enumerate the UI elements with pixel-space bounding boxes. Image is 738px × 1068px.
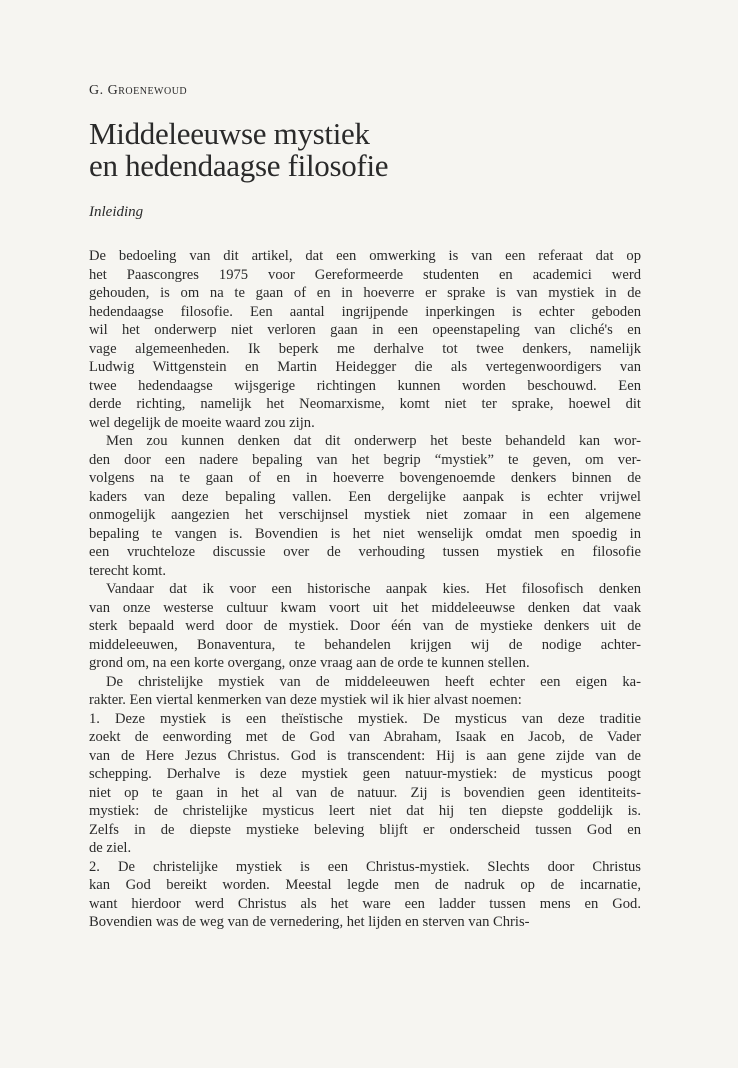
text-line: gehouden, is om na te gaan of en in hoeverre er sprake is van mystiek in de	[89, 285, 641, 301]
text-line: Men zou kunnen denken dat dit onderwerp het beste behandeld kan wor-	[106, 433, 641, 449]
text-line: twee hedendaagse wijsgerige richtingen kunnen worden beschouwd. Een	[89, 377, 641, 394]
text-line: mystiek: de christelijke mysticus leert niet dat hij ten diepste goddelijk is.	[89, 803, 641, 819]
text-line: zoekt de eenwording met de God van Abraham, Isaak en Jacob, de Vader	[89, 729, 641, 745]
text-line: vage algemeenheden. Ik beperk me derhalve tot twee denkers, namelijk	[89, 340, 641, 357]
text-line: kaders van deze bepaling vallen. Een dergelijke aanpak is echter vrijwel	[89, 488, 641, 505]
body-paragraph	[89, 673, 641, 710]
text-line: kan God bereikt worden. Meestal legde men de nadruk op de incarnatie,	[89, 877, 641, 893]
text-line: schepping. Derhalve is deze mystiek geen natuur-mystiek: de mysticus poogt	[89, 766, 641, 782]
text-line: Zelfs in de diepste mystieke beleving blijft er onderscheid tussen God en	[89, 821, 641, 838]
text-line: van onze westerse cultuur kwam voort uit het middeleeuwse denken dat vaak	[89, 599, 641, 616]
text-line: Ludwig Wittgenstein en Martin Heidegger die als vertegenwoordigers van	[89, 359, 641, 375]
article-title	[89, 118, 388, 182]
text-line: wil het onderwerp niet verloren gaan in een opeenstapeling van cliché's en	[89, 322, 641, 338]
text-line: een vruchteloze discussie over de verhouding tussen mystiek en filosofie	[89, 544, 641, 560]
text-line: van de Here Jezus Christus. God is transcendent: Hij is aan gene zijde van de	[89, 747, 641, 764]
title-line: Middeleeuwse mystiek	[89, 116, 370, 151]
text-line: want hierdoor werd Christus als het ware een ladder tussen mens en God.	[89, 895, 641, 912]
section-heading: Inleiding	[89, 204, 144, 220]
text-line: Vandaar dat ik voor een historische aanpak kies. Het filosofisch denken	[106, 581, 641, 597]
text-line: den door een nadere bepaling van het begrip “mystiek” te geven, om ver-	[89, 451, 641, 468]
text-line: De bedoeling van dit artikel, dat een omwerking is van een referaat dat op	[89, 248, 641, 264]
body-paragraph	[89, 580, 641, 673]
text-line: volgens na te gaan of en in hoeverre bovengenoemde denkers binnen de	[89, 470, 641, 486]
text-line: middeleeuwen, Bonaventura, te behandelen krijgen wij de nodige achter-	[89, 636, 641, 653]
article-body	[89, 247, 641, 932]
body-paragraph	[89, 247, 641, 432]
text-line: sterk bepaald werd door de mystiek. Door één van de mystieke denkers uit de	[89, 618, 641, 634]
text-line: grond om, na een korte overgang, onze vraag aan de orde te kunnen stellen.	[89, 655, 530, 671]
text-line: derde richting, namelijk het Neomarxisme, komt niet ter sprake, hoewel dit	[89, 396, 641, 412]
body-paragraph	[89, 710, 641, 858]
text-line: hedendaagse filosofie. Een aantal ingrijpende inperkingen is echter geboden	[89, 303, 641, 320]
text-line: wel degelijk de moeite waard zou zijn.	[89, 414, 315, 431]
text-line: niet op te gaan in het al van de natuur. Zij is bovendien geen identiteits-	[89, 784, 641, 801]
text-line: 2. De christelijke mystiek is een Christus-mystiek. Slechts door Christus	[89, 858, 641, 875]
body-paragraph	[89, 432, 641, 580]
text-line: terecht komt.	[89, 562, 166, 579]
text-line: De christelijke mystiek van de middeleeuwen heeft echter een eigen ka-	[106, 673, 641, 690]
text-line: het Paascongres 1975 voor Gereformeerde studenten en academici werd	[89, 266, 641, 283]
text-line: 1. Deze mystiek is een theïstische mystiek. De mysticus van deze traditie	[89, 710, 641, 727]
title-line: en hedendaagse filosofie	[89, 148, 389, 183]
author-name: G. Groenewoud	[89, 83, 188, 98]
text-line: de ziel.	[89, 840, 132, 856]
text-line: rakter. Een viertal kenmerken van deze mystiek wil ik hier alvast noemen:	[89, 692, 522, 708]
text-line: onmogelijk aangezien het verschijnsel mystiek niet zomaar in een algemene	[89, 507, 641, 523]
text-line: bepaling te vangen is. Bovendien is het niet wenselijk omdat men spoedig in	[89, 525, 641, 542]
body-paragraph	[89, 858, 641, 932]
text-line: Bovendien was de weg van de vernedering, het lijden en sterven van Chris-	[89, 914, 530, 930]
